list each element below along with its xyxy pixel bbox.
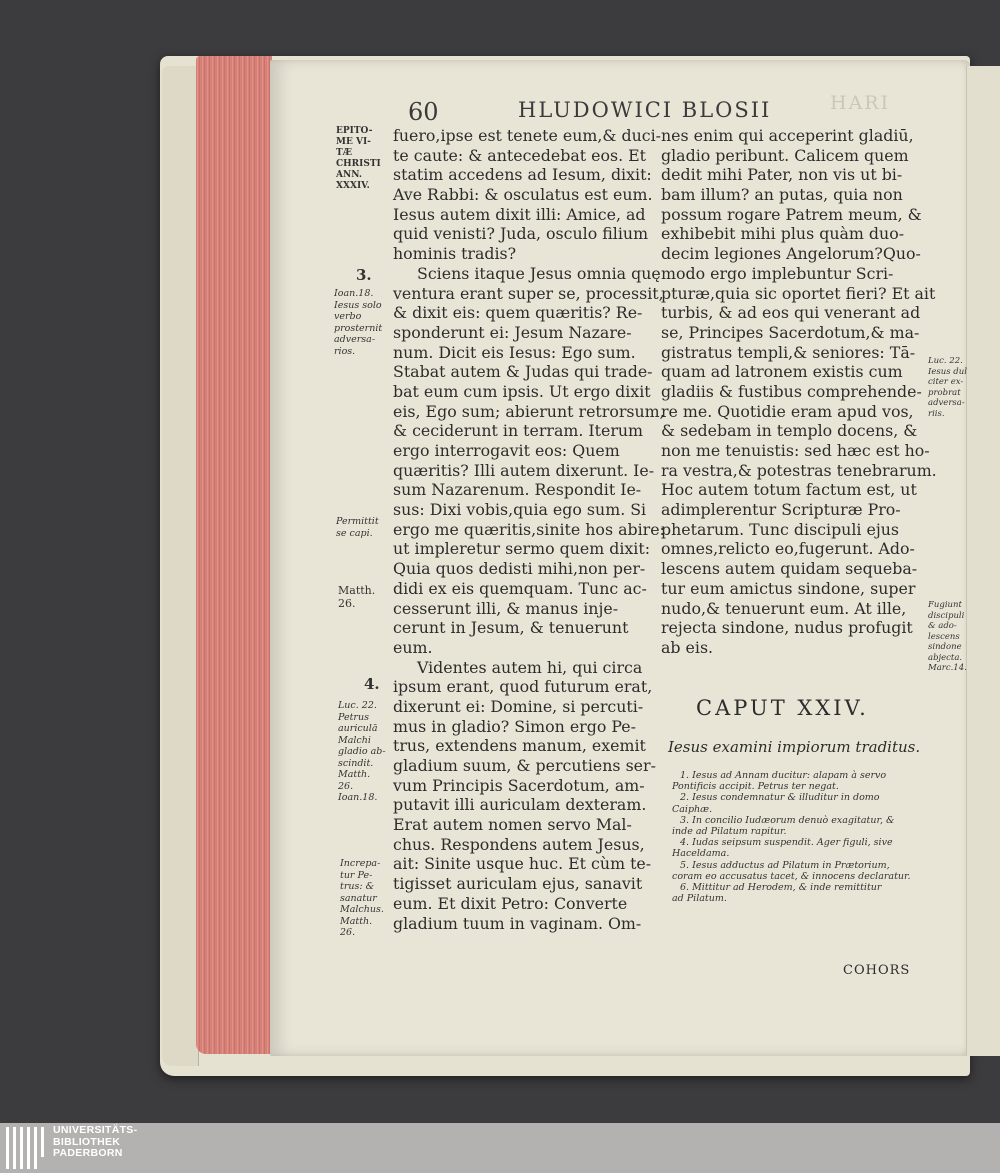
margin-note-line: sindone	[928, 642, 962, 652]
text-line: gistratus templi,& seniores: Tā-	[661, 342, 916, 362]
footer-bar	[0, 1123, 1000, 1173]
chapter-subtitle: Iesus examini impiorum traditus.	[668, 738, 921, 756]
text-line: gladiis & fustibus comprehende-	[661, 381, 922, 401]
margin-note-line: Matth.	[338, 769, 371, 780]
text-line: ventura erant super se, processit,	[393, 283, 664, 303]
text-line: putavit illi auriculam dexteram.	[393, 795, 647, 815]
margin-note-line: Ioan.18.	[334, 288, 374, 299]
margin-note-line: Matth.	[340, 915, 373, 927]
margin-note-line: ME VI-	[336, 137, 371, 147]
text-line: gladio peribunt. Calicem quem	[661, 145, 909, 165]
text-line: & sedebam in templo docens, &	[661, 421, 918, 441]
text-line: vum Principis Sacerdotum, am-	[393, 775, 645, 795]
margin-note-line: se capi.	[336, 527, 373, 539]
margin-note-ioan18	[334, 288, 382, 357]
margin-note-line: auriculā	[338, 723, 378, 734]
text-line: pturæ,quia sic oportet fieri? Et ait	[661, 283, 936, 303]
summary-line: 3. In concilio Iudæorum denuò exagitatur, &	[680, 814, 895, 826]
summary-line: Haceldama.	[672, 848, 730, 860]
margin-note-line: Malchi	[338, 734, 371, 746]
library-name-line3: PADERBORN	[53, 1147, 123, 1159]
right-text-column	[661, 126, 937, 658]
text-line: Iesus autem dixit illi: Amice, ad	[393, 204, 646, 224]
chapter-summary	[672, 770, 911, 904]
text-line: adimplerentur Scripturæ Pro-	[661, 500, 901, 520]
margin-note-line: ANN.	[336, 170, 362, 180]
text-line: turbis, & ad eos qui venerant ad	[661, 303, 921, 323]
text-line: Erat autem nomen servo Mal-	[393, 815, 632, 835]
running-head: HLUDOWICI BLOSII	[518, 98, 772, 122]
text-line: Stabat autem & Judas qui trade-	[393, 362, 653, 382]
text-line: cesserunt illi, & manus inje-	[393, 598, 619, 618]
margin-note-line: & ado-	[928, 621, 957, 631]
text-line: ab eis.	[661, 637, 714, 657]
text-line: & dixit eis: quem quæritis? Re-	[393, 303, 643, 323]
red-page-edges	[196, 56, 272, 1054]
margin-note-matth26	[338, 584, 375, 610]
margin-note-line: 26.	[338, 780, 354, 792]
text-line: & ceciderunt in terram. Iterum	[393, 421, 644, 441]
text-line: nes enim qui acceperint gladiū,	[661, 126, 914, 145]
summary-line: Pontificis accipit. Petrus ter negat.	[672, 781, 839, 793]
library-name-line2: BIBLIOTHEK	[53, 1135, 121, 1148]
text-line: sum Nazarenum. Respondit Ie-	[393, 480, 642, 500]
margin-note-line: XXXIV.	[336, 181, 370, 191]
text-line: sus: Dixi vobis,quia ego sum. Si	[393, 500, 647, 520]
library-name-line1: UNIVERSITÄTS-	[53, 1124, 138, 1136]
margin-note-line: Petrus	[338, 711, 369, 723]
text-line: nudo,& tenuerunt eum. At ille,	[661, 598, 907, 618]
section-number-4: 4.	[364, 675, 380, 693]
text-line: omnes,relicto eo,fugerunt. Ado-	[661, 539, 915, 559]
margin-note-line: riis.	[928, 408, 945, 419]
margin-note-line: trus: &	[340, 881, 375, 892]
summary-line: 5. Iesus adductus ad Pilatum in Prætorium,	[680, 859, 890, 871]
text-line: quam ad latronem existis cum	[661, 362, 903, 382]
margin-note-line: prosternit	[334, 322, 383, 334]
catch-word: COHORS	[843, 963, 911, 978]
text-line: ut impleretur sermo quem dixit:	[393, 539, 651, 559]
text-line: eis, Ego sum; abierunt retrorsum,	[393, 401, 665, 421]
text-line: Quia quos dedisti mihi,non per-	[393, 559, 646, 579]
margin-note-line: adversa-	[928, 398, 965, 408]
text-line: fuero,ipse est tenete eum,& duci-	[393, 126, 661, 145]
text-line: possum rogare Patrem meum, &	[661, 204, 922, 224]
text-line: hominis tradis?	[393, 244, 517, 264]
text-line: eum.	[393, 637, 433, 657]
book-spine-edge	[162, 66, 199, 1066]
margin-note-line: Fugiunt	[928, 600, 962, 610]
text-line: tigisset auriculam ejus, sanavit	[393, 874, 643, 894]
text-line: decim legiones Angelorum?Quo-	[661, 244, 921, 264]
text-line: bam illum? an putas, quia non	[661, 185, 903, 205]
margin-note-line: discipuli	[928, 610, 965, 621]
show-through-head: HARI	[830, 92, 891, 114]
text-line: ergo me quæritis,sinite hos abire:	[393, 519, 665, 539]
text-line: chus. Respondens autem Jesus,	[393, 834, 645, 854]
margin-note-line: Luc. 22.	[928, 356, 963, 366]
margin-note-line: Permittit	[336, 516, 379, 527]
text-line: gladium tuum in vaginam. Om-	[393, 913, 642, 933]
text-line: modo ergo implebuntur Scri-	[661, 263, 894, 283]
text-line: quid venisti? Juda, osculo filium	[393, 224, 649, 244]
margin-note-line: rios.	[334, 345, 356, 357]
margin-note-line: citer ex-	[928, 377, 964, 387]
margin-note-line: CHRISTI	[336, 159, 381, 169]
text-line: Hoc autem totum factum est, ut	[661, 480, 917, 500]
library-logo-icon	[4, 1127, 48, 1169]
text-line: exhibebit mihi plus quàm duo-	[661, 224, 905, 244]
text-line: mus in gladio? Simon ergo Pe-	[393, 716, 636, 736]
margin-note-line: lescens	[928, 631, 960, 642]
text-line: ait: Sinite usque huc. Et cùm te-	[393, 854, 652, 874]
summary-line: coram eo accusatus tacet, & innocens declaratur.	[672, 870, 911, 882]
margin-note-permittit	[336, 516, 379, 539]
text-line: te caute: & antecedebat eos. Et	[393, 145, 647, 165]
margin-note-line: tur Pe-	[340, 869, 373, 881]
margin-note-epitome	[336, 126, 381, 192]
text-line: quæritis? Illi autem dixerunt. Ie-	[393, 460, 655, 480]
summary-line: 4. Iudas seipsum suspendit. Ager figuli, sive	[680, 837, 893, 849]
text-line: ipsum erant, quod futurum erat,	[393, 677, 653, 697]
page-number: 60	[408, 98, 439, 126]
library-name	[53, 1125, 137, 1160]
text-line: dedit mihi Pater, non vis ut bi-	[661, 165, 903, 185]
text-line: bat eum cum ipsis. Ut ergo dixit	[393, 381, 651, 401]
margin-note-line: Marc.14.	[928, 663, 967, 673]
left-text-column	[393, 126, 665, 933]
summary-line: Caiphæ.	[672, 803, 713, 815]
summary-line: 1. Iesus ad Annam ducitur: alapam à servo	[680, 770, 887, 781]
margin-note-line: Increpa-	[340, 858, 381, 869]
margin-note-line: Malchus.	[340, 904, 384, 915]
chapter-title: CAPUT XXIV.	[696, 696, 869, 720]
margin-note-line: TÆ	[336, 148, 353, 158]
text-line: didi ex eis quemquam. Tunc ac-	[393, 578, 647, 598]
margin-note-line: EPITO-	[336, 126, 373, 136]
text-line: ergo interrogavit eos: Quem	[393, 441, 620, 460]
margin-note-line: Iesus dul	[928, 366, 967, 377]
text-line: gladium suum, & percutiens ser-	[393, 756, 656, 775]
margin-note-line: Matth.	[338, 584, 376, 597]
margin-note-line: Iesus solo	[334, 299, 382, 311]
margin-note-line: abjecta.	[928, 652, 963, 663]
text-line: non me tenuistis: sed hæc est ho-	[661, 441, 930, 460]
text-line: ra vestra,& potestras tenebrarum.	[661, 460, 937, 480]
margin-note-fugiunt	[928, 600, 967, 674]
margin-note-line: 26.	[338, 597, 356, 610]
text-line: Sciens itaque Jesus omnia quę	[417, 263, 661, 283]
next-page-edge	[966, 66, 1000, 1056]
text-line: cerunt in Jesum, & tenuerunt	[393, 618, 629, 638]
summary-line: 6. Mittitur ad Herodem, & inde remittitur	[680, 882, 882, 894]
text-line: rejecta sindone, nudus profugit	[661, 618, 913, 638]
margin-note-line: verbo	[334, 311, 362, 322]
text-line: re me. Quotidie eram apud vos,	[661, 401, 914, 421]
text-line: num. Dicit eis Iesus: Ego sum.	[393, 342, 636, 362]
margin-note-line: sanatur	[340, 892, 377, 904]
text-line: statim accedens ad Iesum, dixit:	[393, 165, 652, 185]
text-line: Ave Rabbi: & osculatus est eum.	[393, 185, 653, 205]
margin-note-line: gladio ab-	[338, 746, 386, 757]
margin-note-luc22-right	[928, 356, 967, 419]
summary-line: 2. Iesus condemnatur & illuditur in domo	[680, 792, 880, 804]
text-line: dixerunt ei: Domine, si percuti-	[393, 696, 644, 716]
margin-note-line: adversa-	[334, 334, 376, 345]
text-line: eum. Et dixit Petro: Converte	[393, 893, 628, 913]
section-number-3: 3.	[356, 266, 372, 284]
margin-note-line: Luc. 22.	[338, 700, 377, 711]
text-line: phetarum. Tunc discipuli ejus	[661, 519, 900, 539]
margin-note-line: 26.	[340, 927, 356, 938]
text-line: se, Principes Sacerdotum,& ma-	[661, 322, 920, 342]
text-line: tur eum amictus sindone, super	[661, 578, 916, 598]
margin-note-line: scindit.	[338, 757, 374, 769]
summary-line: ad Pilatum.	[672, 893, 727, 905]
text-line: lescens autem quidam sequeba-	[661, 559, 918, 579]
summary-line: inde ad Pilatum rapitur.	[672, 826, 787, 838]
text-line: Videntes autem hi, qui circa	[417, 657, 643, 677]
margin-note-line: probrat	[928, 387, 961, 398]
text-line: sponderunt ei: Jesum Nazare-	[393, 322, 632, 342]
text-line: trus, extendens manum, exemit	[393, 736, 646, 756]
margin-note-increpatur	[340, 858, 384, 939]
margin-note-luc22	[338, 700, 386, 804]
margin-note-line: Ioan.18.	[338, 792, 378, 803]
